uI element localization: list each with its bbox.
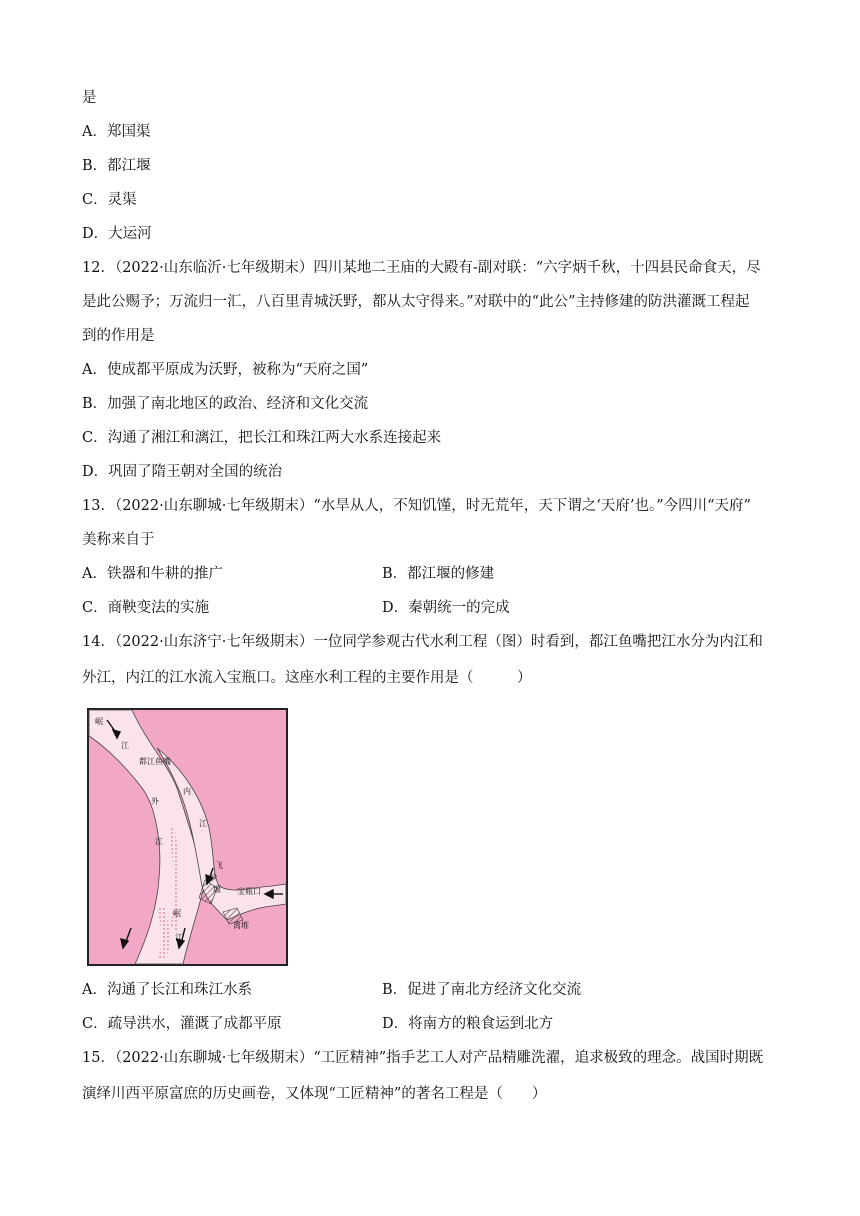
q13-option-a[interactable]: A．铁器和牛耕的推广 xyxy=(82,566,223,582)
q13-option-c[interactable]: C．商鞅变法的实施 xyxy=(82,600,210,616)
label-min1: 岷 xyxy=(95,717,103,726)
q11-stem-tail: 是 xyxy=(82,90,97,106)
q13-stem-line-2: 美称来自于 xyxy=(82,532,155,548)
q14-stem-line-2: 外江，内江的江水流入宝瓶口。这座水利工程的主要作用是（ ） xyxy=(82,670,532,686)
q13-option-b[interactable]: B．都江堰的修建 xyxy=(382,566,495,582)
label-bottom2: 江 xyxy=(175,933,183,942)
q14-option-b[interactable]: B．促进了南北方经济文化交流 xyxy=(382,982,582,998)
q14-option-a[interactable]: A．沟通了长江和珠江水系 xyxy=(82,982,252,998)
label-feisha3: 堰 xyxy=(213,885,221,894)
q11-option-a[interactable]: A．郑国渠 xyxy=(82,124,151,140)
q12-stem-line-2: 是此公赐予；万流归一汇，八百里青城沃野，都从太守得来。”对联中的“此公”主持修建的防洪灌溉工程起 xyxy=(82,294,750,310)
q11-option-d[interactable]: D．大运河 xyxy=(82,226,152,242)
label-bottom1: 岷 xyxy=(173,909,181,918)
q13-stem-line-1: 13．（2022·山东聊城·七年级期末）“水旱从人，不知饥馑，时无荒年，天下谓之‘天府’也。”今四川“天府” xyxy=(82,498,751,514)
q12-stem-line-1: 12．（2022·山东临沂·七年级期末）四川某地二王庙的大殿有-副对联：“六字炳千秋，十四县民命食天，尽 xyxy=(82,260,761,276)
label-baoping: 宝瓶口 xyxy=(237,887,261,896)
label-lidui: 离堆 xyxy=(233,921,249,930)
q12-option-b[interactable]: B．加强了南北地区的政治、经济和文化交流 xyxy=(82,396,369,412)
label-feisha1: 飞 xyxy=(215,861,223,870)
label-min2: 江 xyxy=(121,741,129,750)
q11-option-c[interactable]: C．灵渠 xyxy=(82,192,137,208)
q15-stem-line-2: 演绎川西平原富庶的历史画卷，又体现“工匠精神”的著名工程是（ ） xyxy=(82,1086,547,1102)
q14-option-d[interactable]: D．将南方的粮食运到北方 xyxy=(382,1016,554,1032)
q14-option-c[interactable]: C．疏导洪水，灌溉了成都平原 xyxy=(82,1016,282,1032)
q12-option-d[interactable]: D．巩固了隋王朝对全国的统治 xyxy=(82,464,283,480)
q13-option-d[interactable]: D．秦朝统一的完成 xyxy=(382,600,510,616)
label-wai1: 外 xyxy=(151,797,159,806)
label-wai2: 江 xyxy=(155,837,163,846)
q15-stem-line-1: 15．（2022·山东聊城·七年级期末）“工匠精神”指手艺工人对产品精雕洗濯，追求极致的理念。战国时期既 xyxy=(82,1050,764,1066)
q12-option-c[interactable]: C．沟通了湘江和漓江，把长江和珠江两大水系连接起来 xyxy=(82,430,442,446)
q12-option-a[interactable]: A．使成都平原成为沃野，被称为“天府之国” xyxy=(82,362,369,378)
label-nei2: 江 xyxy=(199,819,207,828)
dujiangyan-map-figure xyxy=(87,708,288,966)
label-nei1: 内 xyxy=(183,787,191,796)
label-yuzui: 都江鱼嘴 xyxy=(139,757,171,766)
label-feisha2: 沙 xyxy=(209,873,217,882)
q14-stem-line-1: 14．（2022·山东济宁·七年级期末）一位同学参观古代水利工程（图）时看到，都江鱼嘴把江水分为内江和 xyxy=(82,634,763,650)
q12-stem-line-3: 到的作用是 xyxy=(82,328,155,344)
q11-option-b[interactable]: B．都江堰 xyxy=(82,158,151,174)
